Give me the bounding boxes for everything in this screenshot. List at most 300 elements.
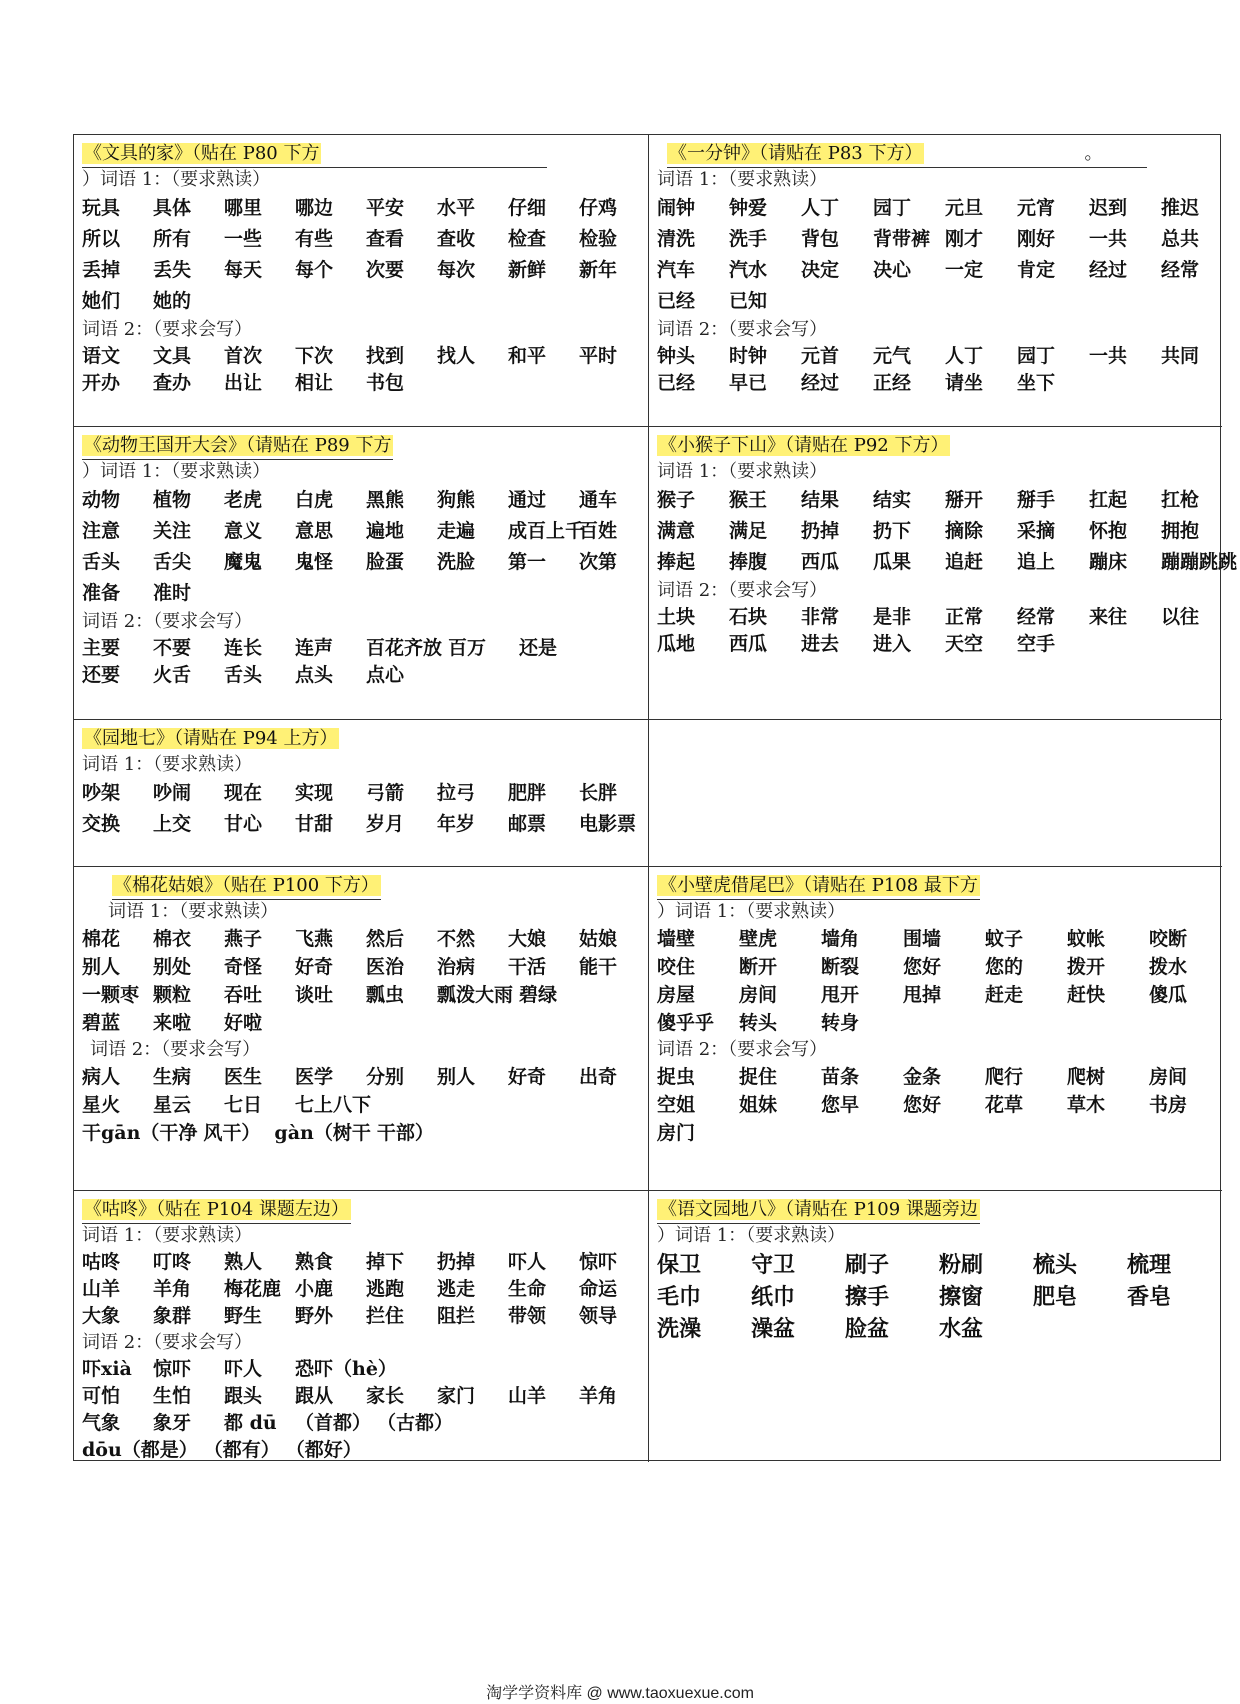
vocab-word: 意思 <box>295 520 334 542</box>
lesson-title: 《动物王国开大会》（请贴在 P89 下方 <box>82 433 640 459</box>
vocab-word: 准备 <box>82 582 121 604</box>
vocab-word: 断裂 <box>821 956 860 978</box>
vocab-word: 棉花 <box>82 928 121 950</box>
vocab-word: 迟到 <box>1089 197 1128 219</box>
vocab-word: 跟头 <box>224 1385 263 1407</box>
vocab-word: 每次 <box>437 259 476 281</box>
vocab-word: 瓜果 <box>873 551 912 573</box>
vocab-word: 火舌 <box>153 664 192 686</box>
footer-watermark: 淘学学资料库 @ www.taoxuexue.com <box>486 1685 754 1702</box>
vocab-word: 闹钟 <box>657 197 696 219</box>
vocab-word: 舌头 <box>224 664 263 686</box>
vocab-word: 检查 <box>508 228 547 250</box>
vocab-word: 年岁 <box>437 813 476 835</box>
vocab-word: 黑熊 <box>366 489 405 511</box>
lesson-title: 《一分钟》（请贴在 P83 下方） 。 <box>657 141 1214 167</box>
vocab-word: 象群 <box>153 1305 192 1327</box>
vocab-word: 象牙 <box>153 1412 192 1434</box>
vocab-word: 百万 <box>448 637 487 659</box>
vocab-word: 弓箭 <box>366 782 405 804</box>
vocab-word: 白虎 <box>295 489 334 511</box>
vocab-word: （首都） <box>295 1412 372 1434</box>
vocab-word: 土块 <box>657 606 696 628</box>
vocab-word: 岁月 <box>366 813 405 835</box>
vocab-word: 七日 <box>224 1094 263 1116</box>
vocab-word: 走遍 <box>437 520 476 542</box>
vocab-word: 家门 <box>437 1385 476 1407</box>
vocab-word: 通过 <box>508 489 547 511</box>
vocab-word: 房间 <box>739 984 778 1006</box>
vocab-word: 语文 <box>82 345 121 367</box>
vocab-word: 经常 <box>1017 606 1056 628</box>
word-row <box>82 1303 640 1330</box>
vocab-word: 转身 <box>821 1012 860 1034</box>
vocab-word: 拦住 <box>366 1305 405 1327</box>
vocab-word: 惊吓 <box>579 1251 618 1273</box>
vocab-word: 您好 <box>903 956 942 978</box>
vocab-word: 墙角 <box>821 928 860 950</box>
vocab-word: 玩具 <box>82 197 121 219</box>
vocab-word: 满意 <box>657 520 696 542</box>
vocab-word: 别处 <box>153 956 192 978</box>
vocab-word: 主要 <box>82 637 121 659</box>
section-label: 词语 2：（要求会写） <box>82 1332 253 1353</box>
vocab-word: 平时 <box>579 345 618 367</box>
vocab-word: 扛起 <box>1089 489 1128 511</box>
vocab-word: 上交 <box>153 813 192 835</box>
lesson-cell-wenju <box>74 135 649 427</box>
vocab-word: 房门 <box>657 1122 696 1144</box>
vocab-word: 干部） <box>376 1122 434 1144</box>
vocab-word: 治病 <box>437 956 476 978</box>
vocab-word: 赶快 <box>1067 984 1106 1006</box>
word-row <box>657 953 1214 981</box>
vocab-word: 一定 <box>945 259 984 281</box>
vocab-word: 野生 <box>224 1305 263 1327</box>
vocab-word: 推迟 <box>1161 197 1200 219</box>
vocab-word: 请坐 <box>945 372 984 394</box>
vocab-word: 人丁 <box>801 197 840 219</box>
vocab-word: 摘除 <box>945 520 984 542</box>
vocab-word: 蚊子 <box>985 928 1024 950</box>
vocab-word: 吓人 <box>224 1358 263 1380</box>
vocab-word: 逃跑 <box>366 1278 405 1300</box>
vocab-word: 肥皂 <box>1033 1284 1078 1310</box>
vocab-word: 医学 <box>295 1066 334 1088</box>
vocab-word: 惊吓 <box>153 1358 192 1380</box>
word-row <box>82 953 640 981</box>
word-row <box>657 485 1214 516</box>
vocab-word: 风干） <box>203 1122 261 1144</box>
vocab-word: 刚好 <box>1017 228 1056 250</box>
vocab-word: 房间 <box>1149 1066 1188 1088</box>
vocab-word: 不要 <box>153 637 192 659</box>
vocab-word: 进入 <box>873 633 912 655</box>
section-label: ）词语 1：（要求熟读） <box>82 461 271 482</box>
vocab-word: 病人 <box>82 1066 121 1088</box>
vocab-word: 别人 <box>437 1066 476 1088</box>
vocab-word: 园丁 <box>873 197 912 219</box>
vocab-word: 一些 <box>224 228 263 250</box>
vocab-word: 和平 <box>508 345 547 367</box>
vocab-word: 来啦 <box>153 1012 192 1034</box>
vocab-word: 拨开 <box>1067 956 1106 978</box>
vocab-word: 熟食 <box>295 1251 334 1273</box>
vocab-word: 哪边 <box>295 197 334 219</box>
lesson-title: 《文具的家》（贴在 P80 下方 <box>82 141 640 167</box>
vocab-word: 好奇 <box>295 956 334 978</box>
vocab-word: 点头 <box>295 664 334 686</box>
vocab-word: 天空 <box>945 633 984 655</box>
vocab-word: 还要 <box>82 664 121 686</box>
vocab-word: 书包 <box>366 372 405 394</box>
lesson-title: 《小壁虎借尾巴》（请贴在 P108 最下方 <box>657 873 1214 899</box>
vocab-word: 平安 <box>366 197 405 219</box>
vocab-word: 她们 <box>82 290 121 312</box>
vocab-word: 您好 <box>903 1094 942 1116</box>
vocab-word: 蚊帐 <box>1067 928 1106 950</box>
word-row <box>82 1009 640 1037</box>
vocab-word: 正常 <box>945 606 984 628</box>
word-row <box>657 286 1214 317</box>
vocab-word: 星云 <box>153 1094 192 1116</box>
word-row <box>82 1356 640 1383</box>
vocab-word: dōu（都是） <box>82 1439 198 1461</box>
vocab-word: 甩开 <box>821 984 860 1006</box>
vocab-word: 甘心 <box>224 813 263 835</box>
vocab-word: 命运 <box>579 1278 618 1300</box>
vocab-word: 吞吐 <box>224 984 263 1006</box>
word-row <box>657 224 1214 255</box>
vocab-word: 干gān（干净 <box>82 1122 198 1144</box>
vocab-word: gàn（树干 <box>274 1122 371 1144</box>
word-row <box>657 547 1238 578</box>
word-row <box>82 370 640 397</box>
word-row <box>82 981 640 1009</box>
vocab-word: 水盆 <box>939 1316 984 1342</box>
word-row <box>82 809 640 840</box>
word-row <box>657 1091 1214 1119</box>
lesson-title: 《咕咚》（贴在 P104 课题左边） <box>82 1197 640 1223</box>
word-row <box>82 485 640 516</box>
vocab-word: 有些 <box>295 228 334 250</box>
vocab-word: 背包 <box>801 228 840 250</box>
vocab-word: 百花齐放 <box>366 637 443 659</box>
vocab-word: 可怕 <box>82 1385 121 1407</box>
vocab-word: 新年 <box>579 259 618 281</box>
vocab-word: 仔鸡 <box>579 197 618 219</box>
vocab-word: 断开 <box>739 956 778 978</box>
vocab-word: 追上 <box>1017 551 1056 573</box>
vocab-word: 医治 <box>366 956 405 978</box>
vocab-word: 捧腹 <box>729 551 768 573</box>
vocab-word: （都有） <box>203 1439 280 1461</box>
vocab-word: 第一 <box>508 551 547 573</box>
vocab-word: 检验 <box>579 228 618 250</box>
vocab-word: 大象 <box>82 1305 121 1327</box>
vocab-word: 家长 <box>366 1385 405 1407</box>
vocab-word: 能干 <box>579 956 618 978</box>
vocab-word: 擦手 <box>845 1284 890 1310</box>
vocab-word: 瓢虫 <box>366 984 405 1006</box>
vocab-word: 文具 <box>153 345 192 367</box>
vocab-word: 蹦床 <box>1089 551 1128 573</box>
vocab-word: 瓜地 <box>657 633 696 655</box>
vocab-word: 空手 <box>1017 633 1056 655</box>
vocab-word: 汽车 <box>657 259 696 281</box>
vocab-word: 坐下 <box>1017 372 1056 394</box>
vocab-word: 舌头 <box>82 551 121 573</box>
vocab-word: 一颗枣 <box>82 984 140 1006</box>
vocab-word: 吓人 <box>508 1251 547 1273</box>
vocab-word: 以往 <box>1161 606 1200 628</box>
vocab-word: 捧起 <box>657 551 696 573</box>
vocab-word: 每天 <box>224 259 263 281</box>
word-row <box>82 286 640 317</box>
vocab-word: 邮票 <box>508 813 547 835</box>
word-row <box>657 1281 1214 1313</box>
vocab-word: 已经 <box>657 372 696 394</box>
vocab-word: 洗脸 <box>437 551 476 573</box>
vocab-word: 元气 <box>873 345 912 367</box>
vocab-word: 鬼怪 <box>295 551 334 573</box>
vocab-word: 背带裤 <box>873 228 931 250</box>
lesson-cell-dongwu <box>74 427 649 720</box>
vocab-word: 转头 <box>739 1012 778 1034</box>
vocab-word: 找到 <box>366 345 405 367</box>
vocab-word: 跟从 <box>295 1385 334 1407</box>
vocab-word: 羊角 <box>153 1278 192 1300</box>
vocab-word: 生病 <box>153 1066 192 1088</box>
word-row <box>657 255 1214 286</box>
vocab-word: 意义 <box>224 520 263 542</box>
vocab-word: 毛巾 <box>657 1284 702 1310</box>
vocab-word: 气象 <box>82 1412 121 1434</box>
vocab-word: 每个 <box>295 259 334 281</box>
vocab-word: 钟头 <box>657 345 696 367</box>
vocab-word: 来往 <box>1089 606 1128 628</box>
vocab-word: （古都） <box>377 1412 454 1434</box>
word-row <box>657 516 1214 547</box>
lesson-title: 《语文园地八》（请贴在 P109 课题旁边 <box>657 1197 1214 1223</box>
vocab-word: 已知 <box>729 290 768 312</box>
vocab-word: 医生 <box>224 1066 263 1088</box>
vocab-word: 咬住 <box>657 956 696 978</box>
word-row <box>657 1063 1214 1091</box>
vocab-word: 石块 <box>729 606 768 628</box>
vocab-word: 您的 <box>985 956 1024 978</box>
word-row <box>82 1437 640 1464</box>
vocab-word: 动物 <box>82 489 121 511</box>
vocab-word: 决心 <box>873 259 912 281</box>
title-tail: 。 <box>1084 143 1103 164</box>
vocab-word: 姑娘 <box>579 928 618 950</box>
vocab-word: 别人 <box>82 956 121 978</box>
word-row <box>657 1313 1214 1345</box>
word-row <box>82 635 640 662</box>
section-label: 词语 1：（要求熟读） <box>82 754 253 775</box>
vocab-word: 丢失 <box>153 259 192 281</box>
vocab-word: 成百上千 <box>508 520 585 542</box>
word-row <box>657 193 1214 224</box>
section-label: 词语 2：（要求会写） <box>82 611 253 632</box>
vocab-word: 钟爱 <box>729 197 768 219</box>
vocab-word: 好奇 <box>508 1066 547 1088</box>
vocab-word: 一共 <box>1089 228 1128 250</box>
vocab-word: 次第 <box>579 551 618 573</box>
vocab-word: 姐妹 <box>739 1094 778 1116</box>
vocab-word: 拉弓 <box>437 782 476 804</box>
vocab-word: 注意 <box>82 520 121 542</box>
vocab-word: 爬树 <box>1067 1066 1106 1088</box>
vocab-word: 经常 <box>1161 259 1200 281</box>
section-label: 词语 2：（要求会写） <box>90 1039 261 1060</box>
vocab-word: 瓢泼大雨 <box>437 984 514 1006</box>
vocab-word: 连长 <box>224 637 263 659</box>
vocab-word: 元首 <box>801 345 840 367</box>
word-row <box>82 1410 640 1437</box>
vocab-word: 擦窗 <box>939 1284 984 1310</box>
vocab-word: 不然 <box>437 928 476 950</box>
word-row <box>657 925 1214 953</box>
vocab-word: 实现 <box>295 782 334 804</box>
vocab-word: 苗条 <box>821 1066 860 1088</box>
vocab-word: 捉住 <box>739 1066 778 1088</box>
vocab-word: 长胖 <box>579 782 618 804</box>
word-row <box>657 1249 1214 1281</box>
vocab-word: 咕咚 <box>82 1251 121 1273</box>
vocab-word: 清洗 <box>657 228 696 250</box>
word-row <box>657 604 1214 631</box>
vocab-word: 电影票 <box>579 813 637 835</box>
vocab-word: 拨水 <box>1149 956 1188 978</box>
vocab-word: 星火 <box>82 1094 121 1116</box>
vocab-word: 逃走 <box>437 1278 476 1300</box>
vocab-word: 进去 <box>801 633 840 655</box>
vocab-word: 百姓 <box>579 520 618 542</box>
vocab-word: 傻乎乎 <box>657 1012 715 1034</box>
vocab-word: 甩掉 <box>903 984 942 1006</box>
vocab-word: 都 dū <box>224 1412 277 1434</box>
vocab-word: 洗手 <box>729 228 768 250</box>
vocab-word: 脸蛋 <box>366 551 405 573</box>
vocab-word: 咬断 <box>1149 928 1188 950</box>
lesson-cell-yuandi8 <box>649 1191 1222 1462</box>
vocab-word: 香皂 <box>1127 1284 1172 1310</box>
vocab-word: 元宵 <box>1017 197 1056 219</box>
vocab-word: 谈吐 <box>295 984 334 1006</box>
vocab-word: 水平 <box>437 197 476 219</box>
section-label: 词语 1：（要求熟读） <box>82 1225 253 1246</box>
vocab-word: 出奇 <box>579 1066 618 1088</box>
vocab-word: 金条 <box>903 1066 942 1088</box>
lesson-cell-yuandi7 <box>74 720 649 867</box>
word-row <box>82 1091 640 1119</box>
vocab-word: 哪里 <box>224 197 263 219</box>
vocab-word: 查办 <box>153 372 192 394</box>
section-label: 词语 2：（要求会写） <box>657 319 828 340</box>
vocab-word: 找人 <box>437 345 476 367</box>
vocab-word: 肯定 <box>1017 259 1056 281</box>
vocab-word: 捉虫 <box>657 1066 696 1088</box>
vocab-word: 结实 <box>873 489 912 511</box>
word-row <box>657 370 1214 397</box>
vocab-word: 保卫 <box>657 1252 702 1278</box>
lesson-cell-mianhua <box>74 867 649 1191</box>
vocab-word: 老虎 <box>224 489 263 511</box>
vocab-word: 扔掉 <box>437 1251 476 1273</box>
lesson-title: 《园地七》（请贴在 P94 上方） <box>84 728 338 749</box>
vocab-word: 飞燕 <box>295 928 334 950</box>
word-row <box>82 778 640 809</box>
vocab-word: 好啦 <box>224 1012 263 1034</box>
vocab-word: 燕子 <box>224 928 263 950</box>
vocab-word: 汽水 <box>729 259 768 281</box>
vocab-word: 遍地 <box>366 520 405 542</box>
vocab-word: 查收 <box>437 228 476 250</box>
word-row <box>82 193 640 224</box>
section-label: 词语 1：（要求熟读） <box>108 901 279 922</box>
vocab-word: 奇怪 <box>224 956 263 978</box>
vocab-word: 西瓜 <box>729 633 768 655</box>
vocab-word: 下次 <box>295 345 334 367</box>
vocab-word: 羊角 <box>579 1385 618 1407</box>
vocab-word: 拥抱 <box>1161 520 1200 542</box>
section-label: ）词语 1：（要求熟读） <box>657 1225 846 1246</box>
section-label: ）词语 1：（要求熟读） <box>82 169 271 190</box>
vocab-word: 开办 <box>82 372 121 394</box>
word-row <box>82 578 640 609</box>
word-row <box>82 662 640 689</box>
lesson-title: 《小猴子下山》（请贴在 P92 下方） <box>659 435 949 456</box>
vocab-word: 碧蓝 <box>82 1012 121 1034</box>
vocab-word: 扔下 <box>873 520 912 542</box>
section-label: 词语 2：（要求会写） <box>657 580 828 601</box>
vocab-word: 生怕 <box>153 1385 192 1407</box>
vocab-word: 空姐 <box>657 1094 696 1116</box>
vocab-word: 通车 <box>579 489 618 511</box>
vocab-word: 所有 <box>153 228 192 250</box>
vocab-word: 狗熊 <box>437 489 476 511</box>
vocab-word: 时钟 <box>729 345 768 367</box>
vocab-word: 带领 <box>508 1305 547 1327</box>
vocab-word: 点心 <box>366 664 405 686</box>
vocab-word: 现在 <box>224 782 263 804</box>
vocab-word: 蹦蹦跳跳 <box>1161 551 1238 573</box>
vocab-word: 查看 <box>366 228 405 250</box>
lesson-cell-yifenzhong <box>649 135 1222 427</box>
vocab-word: 一共 <box>1089 345 1128 367</box>
vocab-word: 怀抱 <box>1089 520 1128 542</box>
vocab-word: 恐吓（hè） <box>295 1358 397 1380</box>
vocab-word: 舌尖 <box>153 551 192 573</box>
vocab-word: 守卫 <box>751 1252 796 1278</box>
vocab-word: 澡盆 <box>751 1316 796 1342</box>
word-row <box>657 1009 1214 1037</box>
vocab-word: 生命 <box>508 1278 547 1300</box>
vocab-word: 熟人 <box>224 1251 263 1273</box>
lesson-title: 《棉花姑娘》（贴在 P100 下方） <box>82 873 640 899</box>
section-label: 词语 1：（要求熟读） <box>657 461 828 482</box>
vocab-word: 墙壁 <box>657 928 696 950</box>
vocab-word: 壁虎 <box>739 928 778 950</box>
word-row <box>82 1063 640 1091</box>
vocab-word: 经过 <box>1089 259 1128 281</box>
vocab-word: 所以 <box>82 228 121 250</box>
vocab-word: 采摘 <box>1017 520 1056 542</box>
vocab-word: （都好） <box>285 1439 362 1461</box>
vocabulary-table <box>73 134 1238 1461</box>
